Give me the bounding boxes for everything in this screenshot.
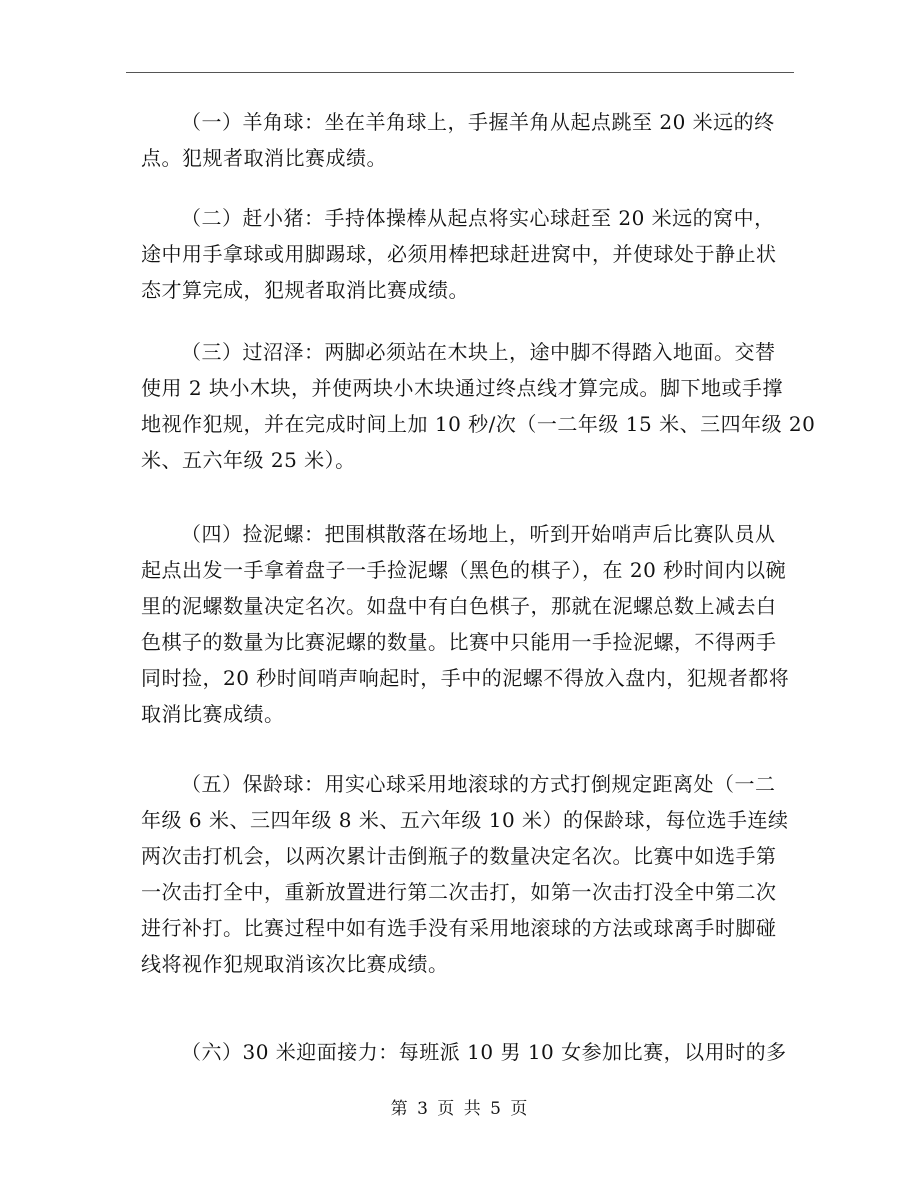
paragraph-line: 使用 2 块小木块，并使两块小木块通过终点线才算完成。脚下地或手撑 bbox=[141, 376, 783, 400]
paragraph-line: 里的泥螺数量决定名次。如盘中有白色棋子，那就在泥螺总数上减去白 bbox=[141, 594, 777, 618]
paragraph-line: （四）捡泥螺：把围棋散落在场地上，听到开始哨声后比赛队员从 bbox=[181, 522, 776, 546]
paragraph-baolingqiu bbox=[141, 766, 789, 982]
paragraph-line: 同时捡，20 秒时间哨声响起时，手中的泥螺不得放入盘内，犯规者都将 bbox=[141, 666, 790, 690]
header-rule bbox=[126, 72, 794, 73]
paragraph-line: 线将视作犯规取消该次比赛成绩。 bbox=[141, 952, 449, 976]
paragraph-line: 进行补打。比赛过程中如有选手没有采用地滚球的方法或球离手时脚碰 bbox=[141, 916, 777, 940]
paragraph-line: 色棋子的数量为比赛泥螺的数量。比赛中只能用一手捡泥螺，不得两手 bbox=[141, 630, 777, 654]
paragraph-yangjiaoqiu bbox=[141, 104, 775, 176]
paragraph-line: 年级 6 米、三四年级 8 米、五六年级 10 米）的保龄球，每位选手连续 bbox=[141, 808, 789, 832]
paragraph-jianniluo bbox=[141, 516, 789, 732]
paragraph-line: （二）赶小猪：手持体操棒从起点将实心球赶至 20 米远的窝中， bbox=[181, 206, 775, 230]
paragraph-line: 点。犯规者取消比赛成绩。 bbox=[141, 146, 387, 170]
paragraph-line: 取消比赛成绩。 bbox=[141, 702, 285, 726]
paragraph-line: 米、五六年级 25 米）。 bbox=[141, 448, 356, 472]
paragraph-ganxiaozhu bbox=[141, 200, 777, 308]
paragraph-line: 途中用手拿球或用脚踢球，必须用棒把球赶进窝中，并使球处于静止状 bbox=[141, 242, 777, 266]
paragraph-line: 两次击打机会，以两次累计击倒瓶子的数量决定名次。比赛中如选手第 bbox=[141, 844, 777, 868]
paragraph-line: （一）羊角球：坐在羊角球上，手握羊角从起点跳至 20 米远的终 bbox=[181, 110, 775, 134]
paragraph-line: 起点出发一手拿着盘子一手捡泥螺（黑色的棋子），在 20 秒时间内以碗 bbox=[141, 558, 787, 582]
paragraph-line: 一次击打全中，重新放置进行第二次击打，如第一次击打没全中第二次 bbox=[141, 880, 777, 904]
paragraph-line: 态才算完成，犯规者取消比赛成绩。 bbox=[141, 278, 469, 302]
paragraph-line: 地视作犯规，并在完成时间上加 10 秒/次（一二年级 15 米、三四年级 20 bbox=[141, 412, 816, 436]
paragraph-line: （六）30 米迎面接力：每班派 10 男 10 女参加比赛，以用时的多 bbox=[181, 1040, 787, 1064]
paragraph-jieli bbox=[141, 1034, 787, 1070]
page-number: 第 3 页 共 5 页 bbox=[390, 1099, 530, 1119]
paragraph-line: （三）过沼泽：两脚必须站在木块上，途中脚不得踏入地面。交替 bbox=[181, 340, 776, 364]
paragraph-line: （五）保龄球：用实心球采用地滚球的方式打倒规定距离处（一二 bbox=[181, 772, 776, 796]
paragraph-guozhaoze bbox=[141, 334, 815, 478]
